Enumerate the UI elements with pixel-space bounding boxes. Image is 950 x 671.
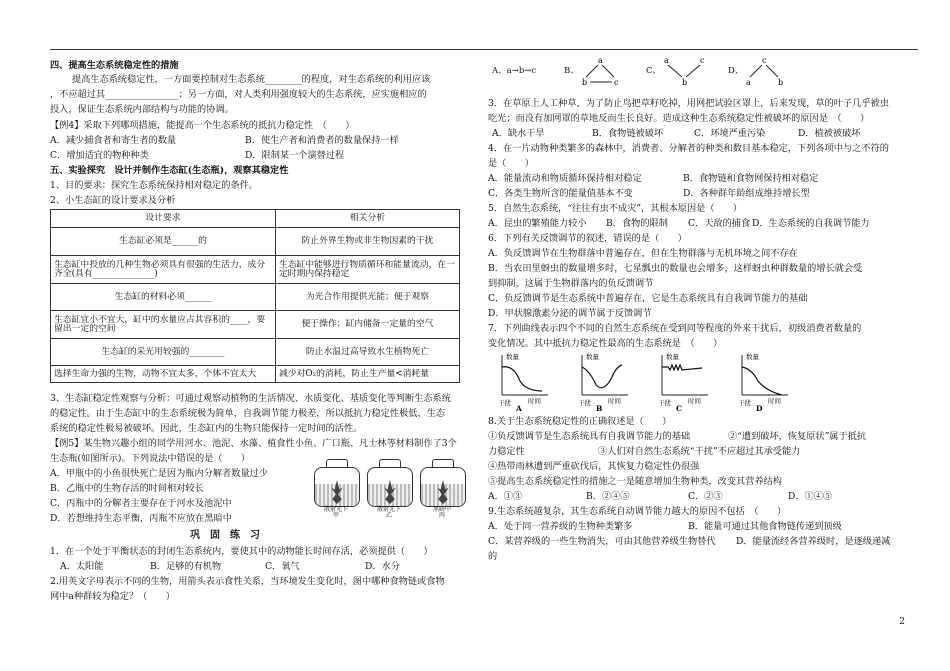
population-curve — [582, 365, 622, 388]
svg-text:b: b — [778, 78, 784, 87]
svg-text:b: b — [682, 78, 688, 87]
question-8-statement-4: ④热带雨林遭到严重砍伐后，其恢复力稳定性仍很强 — [488, 461, 700, 472]
food-web-a: A、a→b→c — [492, 66, 537, 76]
table-cell: 生态缸中投放的几种生物必须具有很强的生活力，成分齐全(具有______________) — [51, 256, 276, 284]
eco-jar-bing — [418, 459, 466, 517]
example4-question: 【例4】采取下列哪项措施，能提高一个生态系统的抵抗力稳定性 （ ） — [50, 120, 355, 131]
population-curve — [662, 365, 702, 370]
graph-y-label: 数量 — [746, 353, 759, 361]
question-9: 9.生态系统越复杂，其生态系统自动调节能力越大的原因不包括 （ ） — [488, 506, 787, 517]
question-8-option: D．①④⑤ — [788, 491, 833, 502]
question-9-option-c: C．某营养级的一些生物消失，可由其他营养级生物替代 — [488, 536, 716, 547]
question-6-option-d: D．甲状腺激素分泌的调节属于反馈调节 — [488, 308, 652, 319]
population-curves-figure — [488, 351, 798, 411]
graph-disturbance-label: 干扰 — [578, 399, 591, 407]
question-6-option-a: A．负反馈调节在生物群落中普遍存在，但在生物群落与无机环境之间不存在 — [488, 248, 798, 259]
question-9-option-a: A．处于同一营养级的生物种类繁多 — [488, 521, 633, 532]
question-6-option-b-line-2: 到抑制，这属于生物群落内的负反馈调节 — [488, 278, 654, 289]
question-3-line-1: 3．在草原上人工种草，为了防止鸟把草籽吃掉，用网把试验区罩上，后来发现，草的叶子几乎被虫 — [488, 98, 889, 109]
question-2-line-1: 2.用英文字母表示不同的生物，用箭头表示食性关系，当环境发生变化时，图中哪种食物链或食物 — [50, 576, 445, 587]
section5-item-3-line-2: 的稳定性。由于生态缸中的生态系统极为简单，自我调节能力极差，所以抵抗力稳定性极低，生态 — [50, 408, 446, 419]
jar-light-label: 散射光下 — [376, 506, 401, 513]
food-web-b-diagram — [576, 55, 626, 87]
graph-x-label: 时间 — [608, 397, 621, 405]
question-4-option-c: C．各类生物所含的能量值基本不变 — [488, 188, 633, 199]
question-5-option: D．生态系统的自我调节能力 — [752, 218, 870, 229]
table-header-row — [51, 210, 460, 228]
table-header-cell: 相关分析 — [275, 210, 459, 228]
svg-text:c: c — [700, 56, 705, 65]
jar-label: 丙 — [438, 512, 445, 519]
section5-item-2: 2、小生态缸的设计要求及分析 — [50, 195, 176, 206]
question-9-option-b: B．能量可通过其他食物链传递到顶级 — [688, 521, 842, 532]
question-6-option-b-line-1: B．当农田里蚜虫的数量增多时，七星瓢虫的数量也会增多，这样蚜虫种群数量的增长就会受 — [488, 263, 863, 274]
population-curve — [502, 367, 542, 391]
food-web-c-label: C、 — [646, 66, 662, 76]
example5-option-d: D．若想维持生态平衡，丙瓶不应放在黑暗中 — [50, 513, 232, 524]
question-9-option-d: D．能量流经各营养级时，是逐级递减 — [736, 536, 891, 547]
food-web-d-label: D、 — [728, 66, 744, 76]
question-9-option-d-cont: 的 — [488, 551, 498, 562]
svg-text:a: a — [598, 56, 603, 65]
graph-y-label: 数量 — [666, 353, 679, 361]
svg-text:a: a — [664, 56, 669, 65]
graph-disturbance-label: 干扰 — [738, 399, 751, 407]
question-5-option: C．天敌的捕食 — [688, 218, 751, 229]
svg-text:a: a — [746, 78, 751, 87]
table-cell: 减少对O₂的消耗，防止生产量<消耗量 — [275, 366, 459, 383]
table-cell: 防止外界生物或非生物因素的干扰 — [275, 228, 459, 256]
example5-option-b: B．乙瓶中的生物存活的时间相对较长 — [50, 483, 204, 494]
section5-item-1: 1、目的要求：探究生态系统保持相对稳定的条件。 — [50, 180, 258, 191]
question-6: 6．下列有关反馈调节的叙述，错误的是（ ） — [488, 233, 687, 244]
table-header-cell: 设计要求 — [51, 210, 276, 228]
question-8-option: B．②④⑤ — [586, 491, 630, 502]
population-curve — [742, 367, 782, 395]
question-7-line-1: 7．下列曲线表示四个不同的自然生态系统在受到同等程度的外来干扰后，初级消费者数量的 — [488, 323, 862, 334]
table-cell: 生态缸的采光用较强的________ — [51, 339, 276, 366]
question-8-statement-3: ③人们对自然生态系统“干扰”不应超过其承受能力 — [598, 446, 801, 457]
example5-option-a: A．甲瓶中的小鱼很快死亡是因为瓶内分解者数量过少 — [50, 468, 268, 479]
graph-x-label: 时间 — [768, 397, 781, 405]
food-web-c-diagram — [660, 55, 710, 87]
question-4-option-d: D．各种群年龄组成维持增长型 — [683, 188, 810, 199]
table-cell: 生态缸中能够进行物质循环和能量流动，在一定时期内保持稳定 — [275, 256, 459, 284]
jar-label: 甲 — [332, 512, 339, 519]
graph-letter: C — [676, 404, 682, 411]
example5-option-c: C．丙瓶中的分解者主要存在于河水及池泥中 — [50, 498, 232, 509]
table-row — [51, 256, 460, 284]
question-1-option: B．足够的有机物 — [150, 561, 222, 572]
jar-light-label: 散射光下 — [323, 506, 348, 513]
table-row — [51, 339, 460, 366]
example4-option-d: D．限制某一个演替过程 — [245, 150, 345, 161]
question-8-option: C．②③ — [688, 491, 723, 502]
svg-text:b: b — [582, 78, 588, 87]
table-cell: 生态缸的材料必须______ — [51, 284, 276, 311]
section4-title: 四、提高生态系统稳定性的措施 — [50, 60, 179, 71]
section5-item-3-line-3: 系统的稳定性极易被破坏。因此，生态缸内的生物只能保持一定时间的活性。 — [50, 423, 363, 434]
table-row — [51, 228, 460, 256]
question-8-option: A．①③ — [488, 491, 523, 502]
question-1-option: C．氧气 — [265, 561, 300, 572]
graph-disturbance-label: 干扰 — [658, 399, 671, 407]
section4-para-1: 提高生态系统稳定性，一方面要控制对生态系统________的程度，对生态系统的利用应该 — [72, 74, 431, 85]
question-7-line-2: 变化情况。其中抵抗力稳定性最高的生态系统是 （ ） — [488, 338, 723, 349]
question-6-option-c: C．负反馈调节是生态系统中普遍存在，它是生态系统具有自我调节能力的基础 — [488, 293, 808, 304]
table-cell: 为光合作用提供光能；便于观察 — [275, 284, 459, 311]
graph-x-label: 时间 — [688, 397, 701, 405]
question-3-option: C．环境严重污染 — [694, 128, 766, 139]
example5-line-2: 生态瓶(如图所示)。下列说法中错误的是（ ） — [50, 453, 251, 464]
svg-text:c: c — [614, 78, 619, 87]
question-5: 5．自然生态系统，“往往有虫不成灾”，其根本原因是（ ） — [488, 203, 743, 214]
question-4-option-a: A．能量流动和物质循环保持相对稳定 — [488, 173, 642, 184]
example4-option-b: B．使生产者和消费者的数量保持一样 — [245, 135, 399, 146]
question-3-option: A．缺水干旱 — [492, 128, 545, 139]
example5-line-1: 【例5】某生物兴趣小组的同学用河水、池泥、水藻、植食性小鱼、广口瓶、凡士林等材料制作了3个 — [50, 438, 457, 449]
section5-item-3-line-1: 3、生态缸稳定性观察与分析：可通过观察动植物的生活情况、水质变化、基质变化等判断生态系统 — [50, 393, 451, 404]
eco-jar-jia — [312, 459, 360, 517]
question-8-statement-2: ②“遭到破坏，恢复原状”属于抵抗 — [728, 431, 867, 442]
food-web-b-label: B、 — [564, 66, 579, 76]
question-5-option: B．食物的限制 — [606, 218, 668, 229]
design-table — [50, 209, 460, 383]
jar-label: 乙 — [385, 512, 392, 519]
table-row — [51, 366, 460, 383]
header-rule — [50, 49, 918, 50]
graph-letter: A — [516, 404, 522, 411]
question-1-option: D．水分 — [365, 561, 400, 572]
section4-para-3: 投入，保证生态系统内部结构与功能的协调。 — [50, 104, 234, 115]
table-cell: 防止水温过高导致水生植物死亡 — [275, 339, 459, 366]
graph-disturbance-label: 干扰 — [498, 399, 511, 407]
table-cell: 生态缸宜小不宜大，缸中的水量应占其容积的____，要留出一定的空间 — [51, 311, 276, 339]
table-cell: 便于操作；缸内储备一定量的空气 — [275, 311, 459, 339]
question-8-statement-5: ⑤提高生态系统稳定性的措施之一是随意增加生物种类，改变其营养结构 — [488, 476, 782, 487]
question-8-statement-2-cont: 力稳定性 — [488, 446, 525, 457]
table-row — [51, 284, 460, 311]
question-5-option: A．昆虫的繁殖能力较小 — [488, 218, 587, 229]
graph-letter: D — [756, 404, 763, 411]
question-4-option-b: B．食物链和食物网保持相对稳定 — [683, 173, 819, 184]
question-4-line-1: 4．在一片动物种类繁多的森林中，消费者、分解者的种类和数目基本稳定，下列各项中与之不符的 — [488, 143, 889, 154]
jar-light-label: 黑暗中 — [432, 506, 451, 513]
question-4-line-2: 是（ ） — [488, 158, 534, 169]
question-8-statement-1: ①负反馈调节是生态系统具有自我调节能力的基础 — [488, 431, 691, 442]
question-3-line-2: 吃光；而没有加网罩的草地反而生长良好。造成这种生态系统稳定性被破坏的原因是 （ ） — [488, 113, 870, 124]
graph-y-label: 数量 — [506, 353, 519, 361]
graph-letter: B — [596, 404, 603, 411]
question-3-option: D．植被被破坏 — [798, 128, 861, 139]
table-cell: 选择生命力强的生物，动物不宜太多，个体不宜太大 — [51, 366, 276, 383]
svg-text:c: c — [762, 56, 767, 65]
table-cell: 生态缸必须是______的 — [51, 228, 276, 256]
example4-option-a: A．减少捕食者和寄生者的数量 — [50, 135, 177, 146]
question-2-line-2: 网中a种群较为稳定？（ ） — [50, 591, 175, 602]
question-3-option: B．食物链被破坏 — [592, 128, 664, 139]
table-row — [51, 311, 460, 339]
example4-option-c: C．增加适宜的物种种类 — [50, 150, 149, 161]
eco-jar-yi — [365, 459, 413, 517]
section5-title: 五、实验探究 设计并制作生态缸(生态瓶)，观察其稳定性 — [50, 165, 289, 176]
section4-para-2: ，不应超过其________________；另一方面，对人类利用强度较大的生态系统，应实施相应的 — [50, 89, 427, 100]
page-number: 2 — [899, 617, 905, 627]
food-web-d-diagram — [740, 55, 790, 87]
graph-x-label: 时间 — [528, 397, 541, 405]
question-1-option: A．太阳能 — [60, 561, 104, 572]
question-8: 8.关于生态系统稳定性的正确叙述是（ ） — [488, 416, 672, 427]
graph-y-label: 数量 — [586, 353, 599, 361]
question-1: 1．在一个处于平衡状态的封闭生态系统内，要使其中的动物能长时间存活，必须提供（ ） — [50, 546, 433, 557]
consolidate-title: 巩 固 练 习 — [190, 530, 260, 541]
